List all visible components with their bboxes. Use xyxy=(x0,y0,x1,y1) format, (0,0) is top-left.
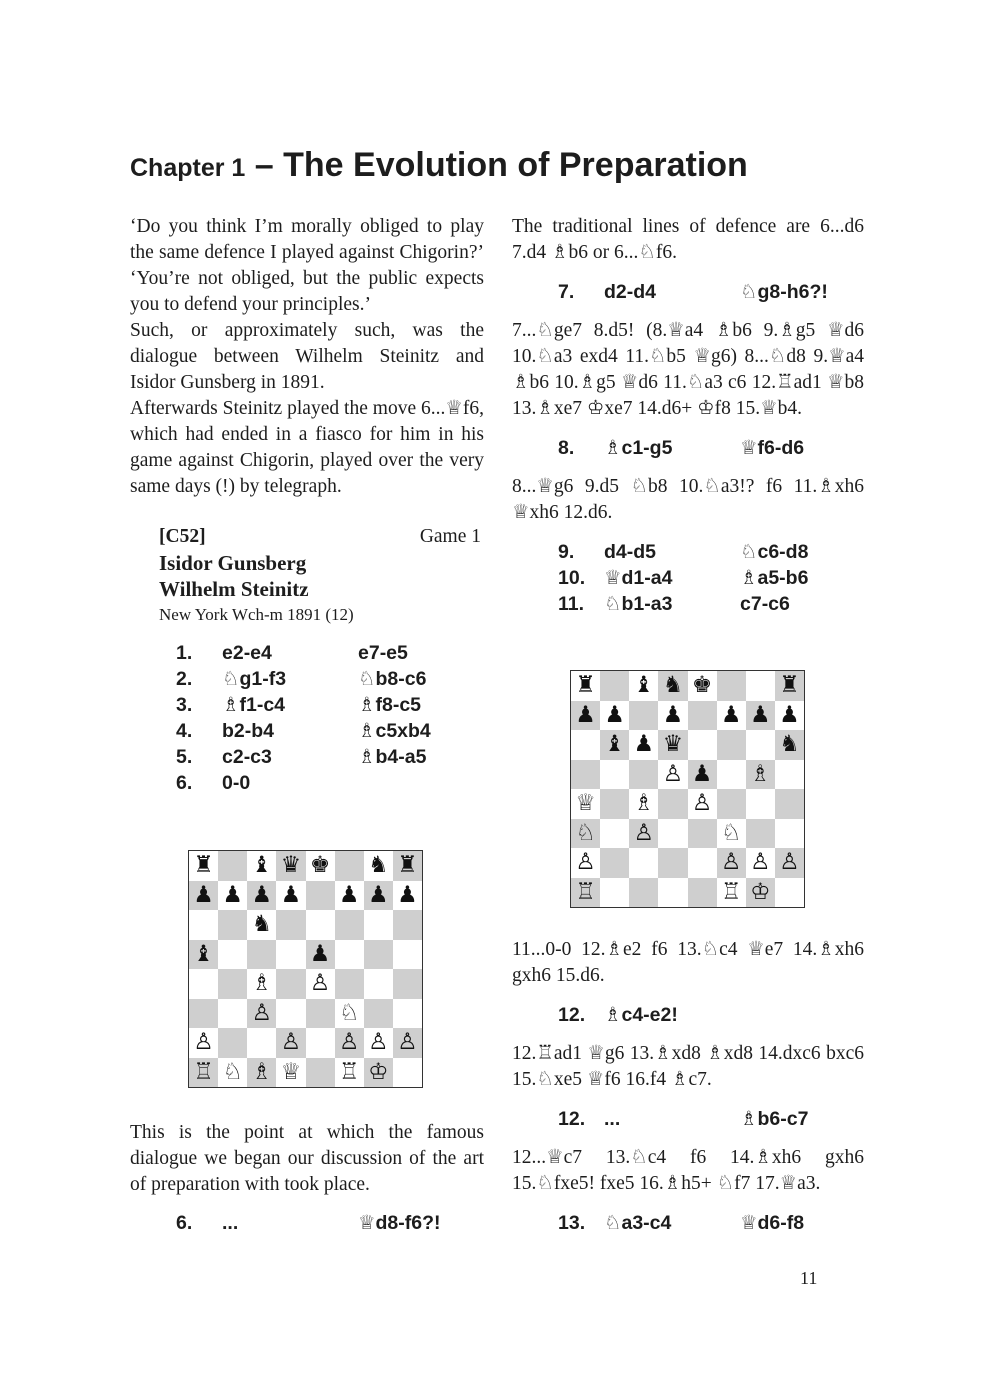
white-knight-icon: ♘ xyxy=(575,819,596,846)
board-square xyxy=(717,671,746,701)
board-square xyxy=(306,999,335,1029)
black-pawn-icon: ♟ xyxy=(251,881,272,908)
board-square xyxy=(335,851,364,881)
board-square xyxy=(393,1058,422,1088)
board-square xyxy=(775,701,804,731)
board-square xyxy=(629,819,658,849)
white-pawn-icon: ♙ xyxy=(339,1029,360,1056)
board-square xyxy=(306,940,335,970)
board-square xyxy=(746,878,775,908)
board-square xyxy=(276,851,305,881)
chapter-label: Chapter 1 xyxy=(130,154,246,182)
board-square xyxy=(335,1058,364,1088)
white-pawn-icon: ♙ xyxy=(251,999,272,1026)
black-pawn-icon: ♟ xyxy=(750,701,771,728)
board-square xyxy=(629,671,658,701)
black-rook-icon: ♜ xyxy=(193,852,214,879)
board-square xyxy=(218,881,247,911)
board-square xyxy=(393,1028,422,1058)
board-square xyxy=(629,878,658,908)
black-bishop-icon: ♝ xyxy=(251,852,272,879)
black-knight-icon: ♞ xyxy=(251,911,272,938)
board-square xyxy=(218,910,247,940)
board-square xyxy=(688,701,717,731)
board-square xyxy=(393,881,422,911)
board-square xyxy=(306,910,335,940)
black-pawn-icon: ♟ xyxy=(575,701,596,728)
white-knight-icon: ♘ xyxy=(339,999,360,1026)
defence-lines-note: The traditional lines of defence are 6...d6 7.d4 ♗b6 or 6...♘f6. xyxy=(512,216,864,263)
board-square xyxy=(600,789,629,819)
board-square xyxy=(600,760,629,790)
board-square xyxy=(393,940,422,970)
board-square xyxy=(717,789,746,819)
board-square xyxy=(717,819,746,849)
moves-9-11 xyxy=(558,539,864,617)
white-queen-icon: ♕ xyxy=(575,790,596,817)
black-pawn-icon: ♟ xyxy=(339,881,360,908)
move-row: 1. e2-e4 e7-e5 xyxy=(176,642,408,664)
white-rook-icon: ♖ xyxy=(339,1058,360,1085)
move-row: 11. ♘b1-a3 c7-c6 xyxy=(558,593,790,615)
black-bishop-icon: ♝ xyxy=(604,731,625,758)
white-pawn-icon: ♙ xyxy=(691,790,713,817)
board-square xyxy=(247,999,276,1029)
board-square xyxy=(775,789,804,819)
board-square xyxy=(658,789,687,819)
board-square xyxy=(276,881,305,911)
board-square xyxy=(600,878,629,908)
board-square xyxy=(658,848,687,878)
black-pawn-icon: ♟ xyxy=(397,881,418,908)
board-square xyxy=(189,940,218,970)
board-square xyxy=(218,1058,247,1088)
board-square xyxy=(218,851,247,881)
board-square xyxy=(717,848,746,878)
move-row: 10. ♕d1-a4 ♗a5-b6 xyxy=(558,567,809,589)
black-knight-icon: ♞ xyxy=(368,852,389,879)
board-square xyxy=(364,999,393,1029)
board-square xyxy=(717,760,746,790)
board-square xyxy=(189,969,218,999)
white-bishop-icon: ♗ xyxy=(750,760,771,787)
move-row: 13. ♘a3-c4 ♕d6-f8 xyxy=(558,1212,805,1234)
black-queen-icon: ♛ xyxy=(280,852,302,879)
board-square xyxy=(629,730,658,760)
white-pawn-icon: ♙ xyxy=(193,1029,214,1056)
board-square xyxy=(688,878,717,908)
white-knight-icon: ♘ xyxy=(721,819,742,846)
board-square xyxy=(688,760,717,790)
board-square xyxy=(189,851,218,881)
white-bishop-icon: ♗ xyxy=(633,790,654,817)
board-square xyxy=(658,671,687,701)
board-square xyxy=(335,940,364,970)
left-bottom xyxy=(130,1120,484,1236)
white-pawn-icon: ♙ xyxy=(662,760,684,787)
board-square xyxy=(746,789,775,819)
chess-diagram-2 xyxy=(570,670,805,908)
board-square xyxy=(364,969,393,999)
board-square xyxy=(189,999,218,1029)
board-square xyxy=(629,760,658,790)
board-square xyxy=(600,819,629,849)
move-row: 9. d4-d5 ♘c6-d8 xyxy=(558,541,809,563)
black-pawn-icon: ♟ xyxy=(193,881,214,908)
board-square xyxy=(775,819,804,849)
white-pawn-icon: ♙ xyxy=(368,1029,389,1056)
variation-note-12: 12.♖ad1 ♕g6 13.♗xd8 ♗xd8 14.dxc6 bxc6 15.♘xe5 ♕f6 16.f4 ♗c7. xyxy=(512,1043,864,1090)
move-row: 4. b2-b4 ♗c5xb4 xyxy=(176,720,431,742)
board-square xyxy=(746,701,775,731)
board-square xyxy=(571,701,600,731)
move-row: 6. 0-0 xyxy=(176,772,251,794)
white-rook-icon: ♖ xyxy=(721,878,742,905)
board-square xyxy=(276,1028,305,1058)
board-square xyxy=(393,969,422,999)
white-pawn-icon: ♙ xyxy=(397,1029,418,1056)
move-row: 3. ♗f1-c4 ♗f8-c5 xyxy=(176,694,422,716)
board-square xyxy=(571,819,600,849)
board-square xyxy=(247,940,276,970)
board-square xyxy=(571,848,600,878)
black-knight-icon: ♞ xyxy=(779,731,800,758)
board-square xyxy=(189,881,218,911)
white-queen-icon: ♕ xyxy=(280,1058,302,1085)
board-square xyxy=(775,848,804,878)
move-row: 2. ♘g1-f3 ♘b8-c6 xyxy=(176,668,427,690)
variation-note-12b: 12...♕c7 13.♘c4 f6 14.♗xh6 gxh6 15.♘fxe5! fxe5 16.♗h5+ ♘f7 17.♕a3. xyxy=(512,1147,864,1194)
black-pawn-icon: ♟ xyxy=(633,731,654,758)
black-pawn-icon: ♟ xyxy=(604,701,625,728)
board-square xyxy=(658,701,687,731)
board-square xyxy=(306,969,335,999)
white-player: Isidor Gunsberg xyxy=(159,551,307,575)
board-square xyxy=(600,730,629,760)
white-pawn-icon: ♙ xyxy=(575,849,596,876)
opening-moves xyxy=(130,640,484,796)
board-square xyxy=(658,878,687,908)
board-square xyxy=(276,969,305,999)
board-square xyxy=(306,851,335,881)
white-pawn-icon: ♙ xyxy=(721,849,742,876)
black-rook-icon: ♜ xyxy=(575,672,596,699)
white-pawn-icon: ♙ xyxy=(309,970,331,997)
board-square xyxy=(717,730,746,760)
board-square xyxy=(658,819,687,849)
board-square xyxy=(688,671,717,701)
board-square xyxy=(218,999,247,1029)
black-knight-icon: ♞ xyxy=(662,672,684,699)
left-column xyxy=(130,214,484,796)
white-bishop-icon: ♗ xyxy=(251,970,272,997)
eco-code: [C52] xyxy=(159,526,206,547)
white-rook-icon: ♖ xyxy=(575,878,596,905)
board-square xyxy=(364,1028,393,1058)
right-bottom xyxy=(512,937,864,1236)
move-row: 5. c2-c3 ♗b4-a5 xyxy=(176,746,427,768)
board-square xyxy=(335,969,364,999)
chapter-heading: The Evolution of Preparation xyxy=(283,146,748,184)
board-square xyxy=(571,760,600,790)
board-square xyxy=(247,969,276,999)
board-square xyxy=(658,730,687,760)
black-bishop-icon: ♝ xyxy=(193,940,214,967)
board-square xyxy=(189,1058,218,1088)
intro-paragraph-2: Such, or approximately such, was the dialogue between Wilhelm Steinitz and Isidor Gunsberg in 1891. xyxy=(130,320,484,393)
variation-note-7: 7...♘ge7 8.d5! (8.♕a4 ♗b6 9.♗g5 ♕d6 10.♘a3 exd4 11.♘b5 ♕g6) 8...♘d8 9.♕a4 ♗b6 10.♗g5 ♕d6 11.♘a3 c6 12.♖ad1 ♕b8 13.♗xe7 ♔xe7 14.d6+ ♔f8 15.♕b4. xyxy=(512,320,864,419)
board-square xyxy=(629,789,658,819)
board-square xyxy=(276,940,305,970)
board-square xyxy=(364,851,393,881)
board-square xyxy=(189,1028,218,1058)
board-square xyxy=(276,1058,305,1088)
board-square xyxy=(247,910,276,940)
black-player: Wilhelm Steinitz xyxy=(159,577,309,601)
board-square xyxy=(571,730,600,760)
white-pawn-icon: ♙ xyxy=(779,849,800,876)
board-square xyxy=(218,1028,247,1058)
black-pawn-icon: ♟ xyxy=(280,881,302,908)
board-square xyxy=(600,701,629,731)
white-bishop-icon: ♗ xyxy=(251,1058,272,1085)
board-square xyxy=(775,730,804,760)
board-square xyxy=(335,1028,364,1058)
board-square xyxy=(276,999,305,1029)
black-pawn-icon: ♟ xyxy=(368,881,389,908)
intro-paragraph-3: Afterwards Steinitz played the move 6...♕f6, which had ended in a fiasco for him in his game against Chigorin, played over the very same days (!) by telegraph. xyxy=(130,398,484,497)
move-row: 12. ... ♗b6-c7 xyxy=(558,1108,809,1130)
chess-diagram-1 xyxy=(188,850,423,1088)
move-row: 7. d2-d4 ♘g8-h6?! xyxy=(558,281,828,303)
board-square xyxy=(629,848,658,878)
board-square xyxy=(364,881,393,911)
white-pawn-icon: ♙ xyxy=(633,819,654,846)
board-square xyxy=(393,910,422,940)
black-pawn-icon: ♟ xyxy=(691,760,713,787)
board-square xyxy=(688,730,717,760)
move-row: 6. ... ♕d8-f6?! xyxy=(176,1212,441,1234)
board-square xyxy=(247,881,276,911)
board-square xyxy=(306,1058,335,1088)
page-number: 11 xyxy=(800,1268,818,1288)
white-rook-icon: ♖ xyxy=(193,1058,214,1085)
move-row: 12. ♗c4-e2! xyxy=(558,1004,678,1026)
board-square xyxy=(364,940,393,970)
move-row: 8. ♗c1-g5 ♕f6-d6 xyxy=(558,437,805,459)
board-square xyxy=(571,671,600,701)
board-square xyxy=(335,881,364,911)
board-square xyxy=(775,878,804,908)
black-king-icon: ♚ xyxy=(309,852,331,879)
board-square xyxy=(688,848,717,878)
board-square xyxy=(364,1058,393,1088)
board-square xyxy=(335,999,364,1029)
black-pawn-icon: ♟ xyxy=(222,881,243,908)
black-rook-icon: ♜ xyxy=(779,672,800,699)
board-square xyxy=(746,730,775,760)
right-column xyxy=(512,214,864,617)
event-info: New York Wch-m 1891 (12) xyxy=(159,605,354,624)
board-square xyxy=(247,1028,276,1058)
board-square xyxy=(688,819,717,849)
game-header xyxy=(130,524,481,628)
board-square xyxy=(218,969,247,999)
board-square xyxy=(658,760,687,790)
board-square xyxy=(247,851,276,881)
game-number: Game 1 xyxy=(419,526,481,547)
chapter-dash: – xyxy=(245,146,284,184)
board-square xyxy=(775,671,804,701)
board-square xyxy=(276,910,305,940)
black-king-icon: ♚ xyxy=(691,672,713,699)
white-pawn-icon: ♙ xyxy=(750,849,771,876)
board-square xyxy=(571,789,600,819)
board-square xyxy=(717,878,746,908)
board-square xyxy=(746,848,775,878)
white-king-icon: ♔ xyxy=(368,1058,389,1085)
black-pawn-icon: ♟ xyxy=(721,701,742,728)
black-pawn-icon: ♟ xyxy=(309,940,331,967)
black-queen-icon: ♛ xyxy=(662,731,684,758)
black-bishop-icon: ♝ xyxy=(633,672,654,699)
board-square xyxy=(364,910,393,940)
black-pawn-icon: ♟ xyxy=(779,701,800,728)
board-square xyxy=(746,671,775,701)
intro-paragraph-1: ‘Do you think I’m morally obliged to play the same defence I played against Chigorin?’ ‘You’re not obliged, but the public expects you to defend your principles.’ xyxy=(130,216,484,315)
black-pawn-icon: ♟ xyxy=(662,701,684,728)
white-king-icon: ♔ xyxy=(750,878,771,905)
board-square xyxy=(393,851,422,881)
board-square xyxy=(247,1058,276,1088)
dialogue-note: This is the point at which the famous dialogue we began our discussion of the art of preparation with took place. xyxy=(130,1122,484,1195)
board-square xyxy=(775,760,804,790)
board-square xyxy=(746,819,775,849)
black-rook-icon: ♜ xyxy=(397,852,418,879)
board-square xyxy=(717,701,746,731)
board-square xyxy=(189,910,218,940)
white-pawn-icon: ♙ xyxy=(280,1029,302,1056)
board-square xyxy=(629,701,658,731)
white-knight-icon: ♘ xyxy=(222,1058,243,1085)
board-square xyxy=(600,848,629,878)
board-square xyxy=(335,910,364,940)
board-square xyxy=(746,760,775,790)
variation-note-8: 8...♕g6 9.d5 ♘b8 10.♘a3!? f6 11.♗xh6 ♕xh6 12.d6. xyxy=(512,476,864,523)
board-square xyxy=(306,881,335,911)
board-square xyxy=(393,999,422,1029)
chapter-title xyxy=(130,146,748,185)
board-square xyxy=(306,1028,335,1058)
board-square xyxy=(218,940,247,970)
board-square xyxy=(571,878,600,908)
variation-note-11: 11...0-0 12.♗e2 f6 13.♘c4 ♕e7 14.♗xh6 gxh6 15.d6. xyxy=(512,939,864,986)
board-square xyxy=(600,671,629,701)
board-square xyxy=(688,789,717,819)
